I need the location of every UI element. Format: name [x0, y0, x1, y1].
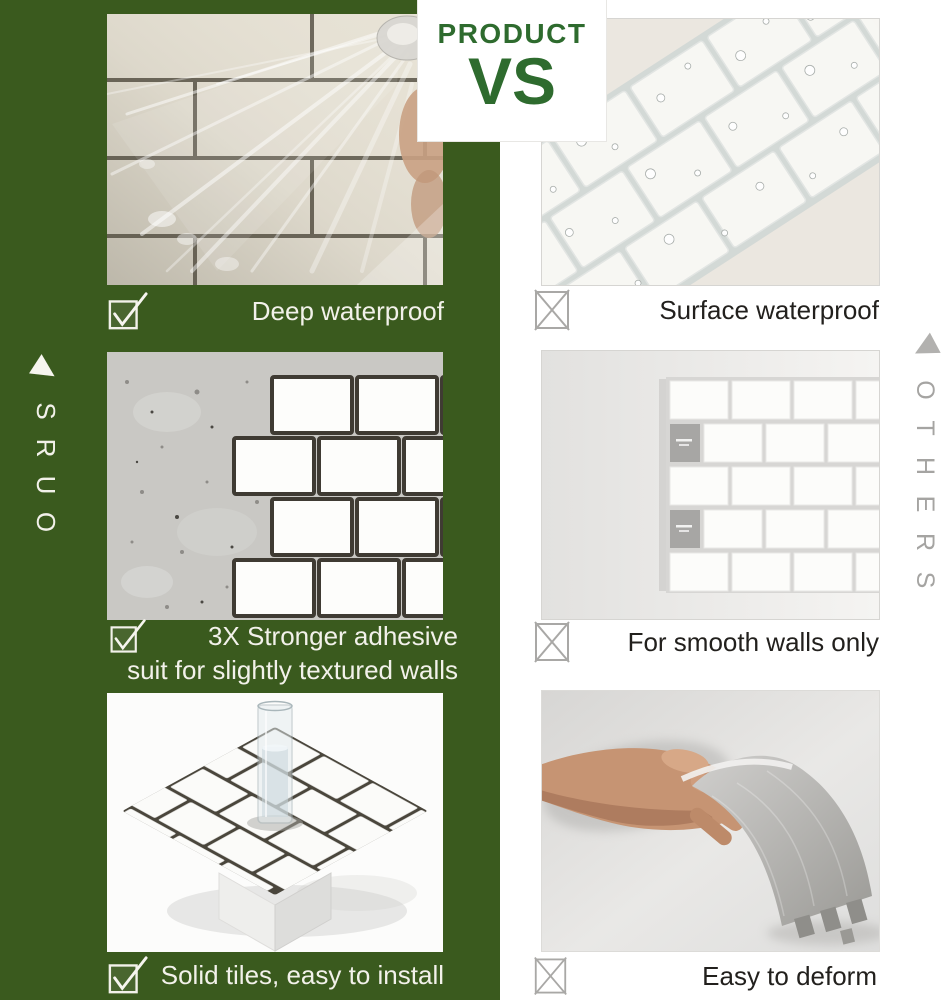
ours-letter: U [31, 475, 62, 495]
ours-row-3-caption [107, 952, 444, 998]
ours-letter: O [31, 511, 62, 533]
others-row-3-caption [533, 952, 877, 1000]
ours-letter: S [31, 402, 62, 420]
others-vertical-label [906, 326, 943, 594]
ours-letter: R [31, 438, 62, 458]
product-vs-badge [417, 0, 607, 142]
cross-icon [533, 619, 571, 665]
caption-text: Solid tiles, easy to install [160, 959, 444, 990]
ours-photo-solid-tiles [107, 693, 443, 952]
ours-photo-deep-waterproof [107, 14, 443, 285]
cross-icon [533, 287, 571, 333]
caption-text: Surface waterproof [659, 294, 879, 325]
vs-label: VS [467, 44, 557, 118]
others-letter: S [911, 571, 940, 589]
others-arrow-icon: ◀ [906, 326, 943, 367]
check-icon [107, 290, 149, 332]
caption-line-2: suit for slightly textured walls [127, 655, 458, 685]
caption-text: For smooth walls only [627, 626, 879, 657]
caption-text: Easy to deform [702, 960, 877, 991]
others-photo-easy-deform [541, 690, 880, 952]
ours-arrow-icon: ▶ [27, 348, 65, 389]
ours-row-2-caption [90, 619, 458, 687]
others-letter: O [911, 380, 940, 400]
caption-text: Deep waterproof [251, 295, 444, 326]
others-photo-smooth-wall [541, 350, 880, 620]
caption-line-1: 3X Stronger adhesive [207, 621, 458, 651]
product-label: PRODUCT [437, 18, 587, 49]
others-letter: T [911, 420, 940, 436]
ours-photo-textured-wall [107, 352, 443, 620]
check-icon [107, 954, 149, 996]
others-letter: R [911, 532, 940, 552]
cross-icon [533, 953, 568, 999]
others-letter: H [911, 456, 940, 476]
others-row-1-caption [533, 286, 879, 334]
others-letter: E [911, 495, 940, 513]
ours-vertical-label [27, 348, 65, 536]
others-row-2-caption [533, 618, 879, 666]
ours-row-1-caption [107, 288, 444, 334]
